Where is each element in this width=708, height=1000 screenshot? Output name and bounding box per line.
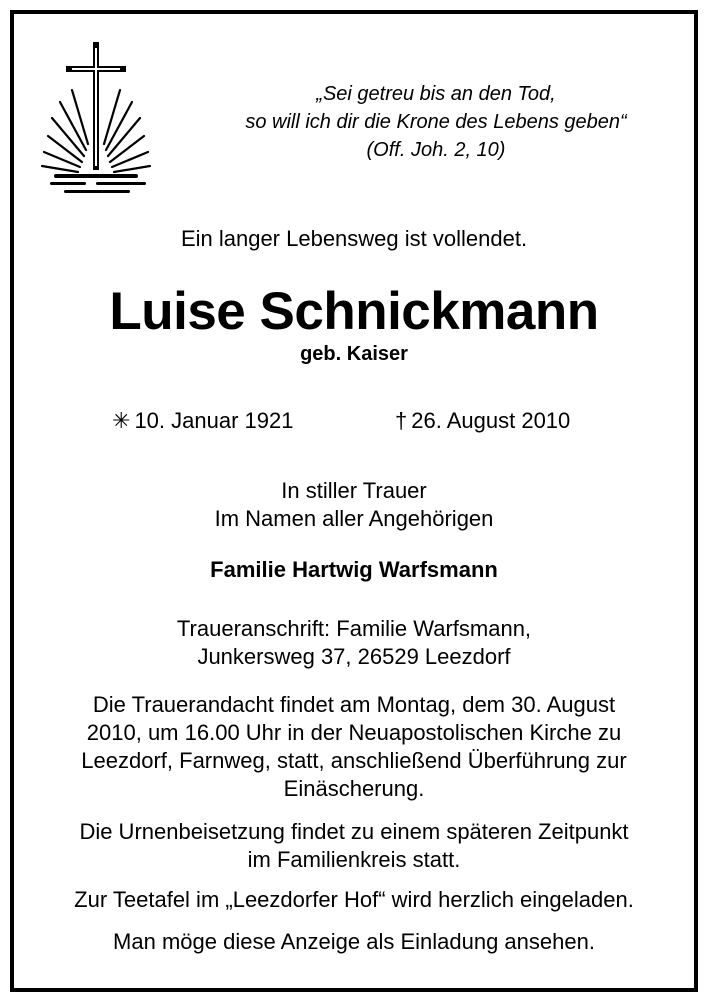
birth-date-text: 10. Januar 1921 <box>134 408 294 433</box>
tea-invitation <box>20 886 688 914</box>
deceased-name: Luise Schnickmann <box>109 282 599 341</box>
paragraph-line: Leezdorf, Farnweg, statt, anschließend Überführung zur <box>81 748 627 773</box>
paragraph-line: Einäscherung. <box>283 776 425 801</box>
maiden-name: geb. Kaiser <box>300 343 408 365</box>
mourning-line: Im Namen aller Angehörigen <box>214 506 494 531</box>
paragraph-line: Man möge diese Anzeige als Einladung ansehen. <box>113 929 595 954</box>
mourning-address: Traueranschrift: Familie Warfsmann, <box>176 616 532 641</box>
mourning-address: Junkersweg 37, 26529 Leezdorf <box>197 644 511 669</box>
birth-star-icon: ✳ <box>112 408 131 433</box>
death-cross-icon: † <box>395 408 408 433</box>
cross-with-rays-and-waves-icon <box>38 40 154 200</box>
birth-date <box>112 408 293 434</box>
urn-paragraph <box>20 818 688 874</box>
quote-line: so will ich dir die Krone des Lebens geben“ <box>245 111 627 133</box>
paragraph-line: im Familienkreis statt. <box>247 847 461 872</box>
paragraph-line: Zur Teetafel im „Leezdorfer Hof“ wird herzlich eingeladen. <box>74 887 634 912</box>
paragraph-line: Die Urnenbeisetzung findet zu einem späteren Zeitpunkt <box>79 819 629 844</box>
death-date-text: 26. August 2010 <box>411 408 571 433</box>
death-date <box>395 408 570 434</box>
bible-quote <box>212 80 660 164</box>
intro-text: Ein langer Lebensweg ist vollendet. <box>180 226 528 251</box>
ceremony-paragraph <box>20 691 688 803</box>
quote-line: „Sei getreu bis an den Tod, <box>316 83 556 105</box>
paragraph-line: Die Trauerandacht findet am Montag, dem 30. August <box>92 692 616 717</box>
mourning-line: In stiller Trauer <box>281 478 427 503</box>
invitation-notice <box>20 928 688 956</box>
quote-reference: (Off. Joh. 2, 10) <box>366 139 506 161</box>
paragraph-line: 2010, um 16.00 Uhr in der Neuapostolischen Kirche zu <box>86 720 622 745</box>
family-name: Familie Hartwig Warfsmann <box>210 557 498 582</box>
